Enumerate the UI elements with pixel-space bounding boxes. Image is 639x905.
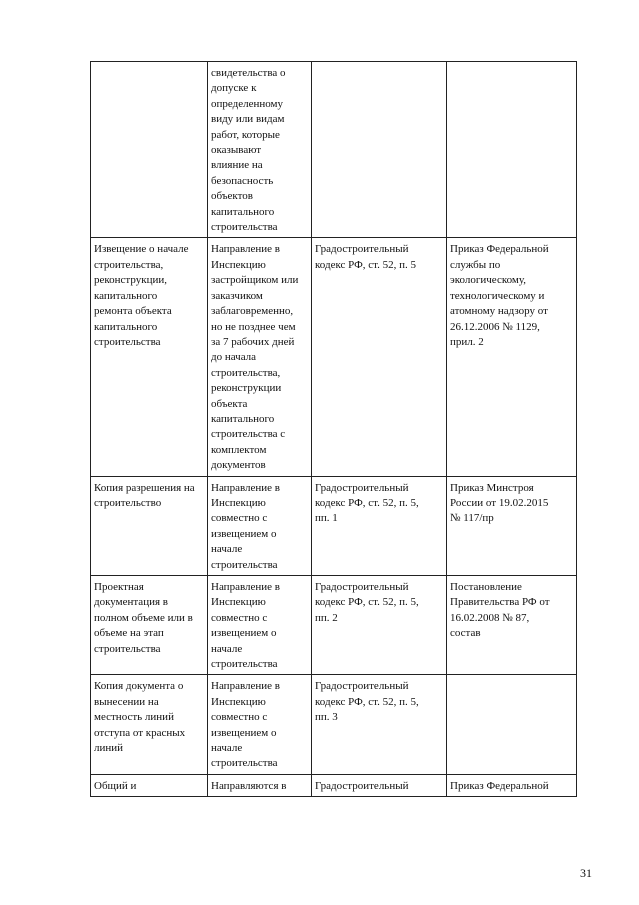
table-cell bbox=[447, 774, 577, 796]
table-row bbox=[91, 675, 577, 774]
cell-text: Градостроительный кодекс РФ, ст. 52, п. 5 bbox=[315, 243, 417, 271]
table-cell bbox=[91, 774, 208, 796]
table-cell bbox=[91, 238, 208, 476]
table-cell bbox=[91, 675, 208, 774]
table-cell bbox=[312, 675, 447, 774]
cell-text: Градостроительный кодекс РФ, ст. 52, п. 5, пп. 1 bbox=[315, 481, 419, 525]
cell-text: Градостроительный кодекс РФ, ст. 52, п. 5, пп. 2 bbox=[315, 581, 419, 624]
table-cell bbox=[312, 576, 447, 675]
table-cell bbox=[208, 62, 312, 238]
table-row bbox=[91, 476, 577, 575]
table-cell bbox=[91, 576, 208, 675]
cell-text: Направление в Инспекцию совместно с извещением о начале строительства bbox=[211, 481, 280, 571]
table-cell bbox=[447, 675, 577, 774]
cell-text: Постановление Правительства РФ от 16.02.2008 № 87, состав bbox=[450, 581, 550, 640]
table-row bbox=[91, 774, 577, 796]
table-cell bbox=[208, 675, 312, 774]
table-cell bbox=[208, 576, 312, 675]
table-cell bbox=[447, 476, 577, 575]
page-number: 31 bbox=[580, 866, 592, 880]
cell-text: Градостроительный кодекс РФ, ст. 52, п. 5, пп. 3 bbox=[315, 680, 419, 724]
cell-text: Приказ Минстроя России от 19.02.2015 № 117/пр bbox=[450, 481, 549, 525]
cell-text: Приказ Федеральной bbox=[450, 779, 549, 792]
table-row bbox=[91, 576, 577, 675]
table-cell bbox=[91, 62, 208, 238]
table-row bbox=[91, 238, 577, 476]
cell-text: Направление в Инспекцию совместно с извещением о начале строительства bbox=[211, 680, 280, 770]
table-cell bbox=[208, 774, 312, 796]
table-cell bbox=[208, 476, 312, 575]
table-row bbox=[91, 62, 577, 238]
document-table bbox=[90, 61, 577, 797]
table-cell bbox=[312, 774, 447, 796]
cell-text: Направление в Инспекцию застройщиком или заказчиком заблаговременно, но не позднее чем за 7 рабочих дней до начала строительства, реконструкции объекта капитального строительства с комплектом документов bbox=[211, 243, 299, 472]
cell-text: свидетельства о допуске к определенному виду или видам работ, которые оказывают влияние на безопасность объектов капитального строительства bbox=[211, 67, 286, 234]
table-cell bbox=[91, 476, 208, 575]
table-cell bbox=[447, 576, 577, 675]
table-cell bbox=[208, 238, 312, 476]
cell-text: Проектная документация в полном объеме или в объеме на этап строительства bbox=[94, 581, 193, 655]
cell-text: Направляются в bbox=[211, 779, 287, 792]
table-cell bbox=[447, 238, 577, 476]
cell-text: Извещение о начале строительства, реконструкции, капитального ремонта объекта капитального строительства bbox=[94, 243, 189, 348]
cell-text: Общий и bbox=[94, 779, 137, 792]
cell-text: Градостроительный bbox=[315, 779, 409, 792]
table-cell bbox=[312, 238, 447, 476]
table-cell bbox=[447, 62, 577, 238]
cell-text: Копия документа о вынесении на местность линий отступа от красных линий bbox=[94, 680, 186, 755]
cell-text: Копия разрешения на строительство bbox=[94, 481, 195, 509]
table-cell bbox=[312, 476, 447, 575]
table-cell bbox=[312, 62, 447, 238]
cell-text: Направление в Инспекцию совместно с извещением о начале строительства bbox=[211, 581, 280, 671]
cell-text: Приказ Федеральной службы по экологическому, технологическому и атомному надзору от 26.12.2006 № 1129, прил. 2 bbox=[450, 243, 549, 348]
